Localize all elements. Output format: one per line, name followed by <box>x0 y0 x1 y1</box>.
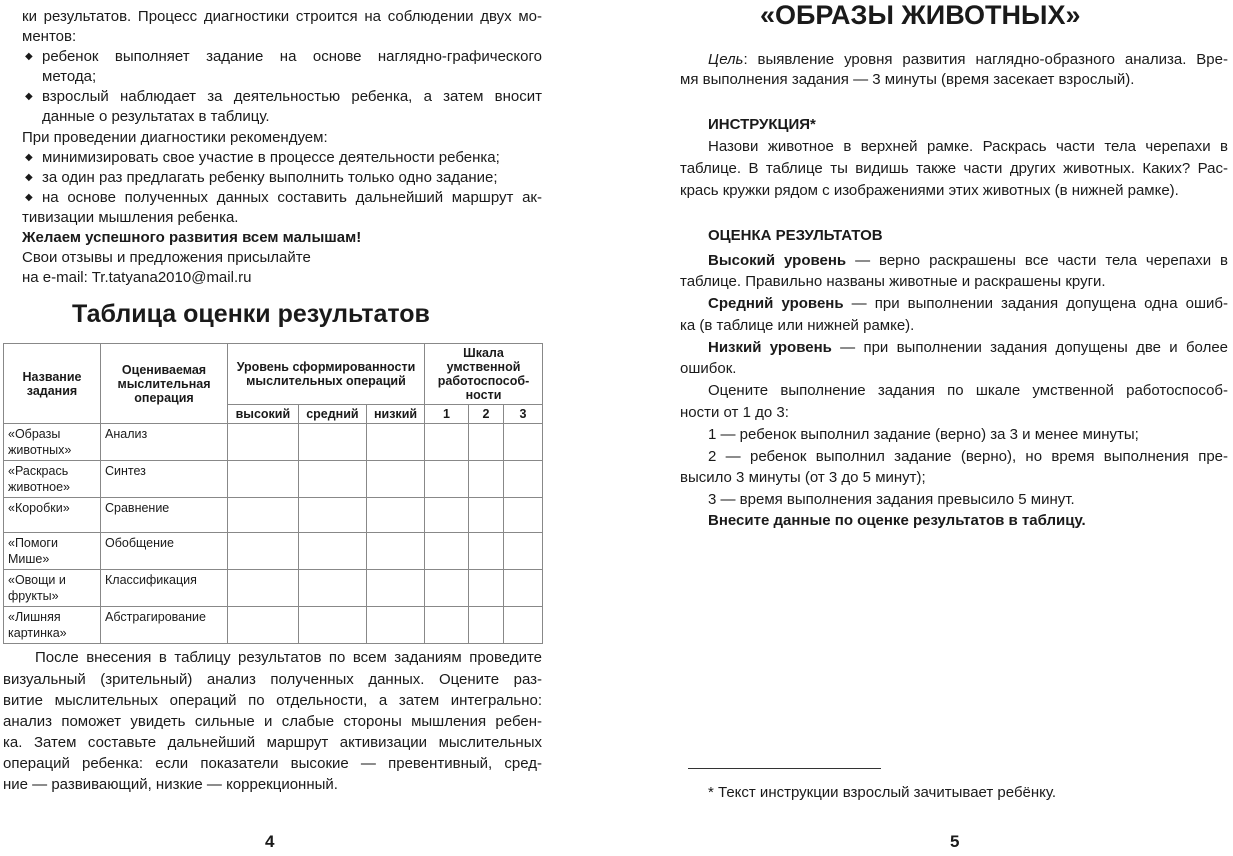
text-line: Внесите данные по оценке результатов в таблицу. <box>708 512 1086 529</box>
header-scale: Шкала умственной работоспособ-ности <box>425 344 543 405</box>
task-name-cell: «Образы животных» <box>4 424 101 461</box>
text-line: анализ поможет увидеть сильные и слабые стороны мышления ребен- <box>3 713 542 730</box>
footnote-rule <box>688 768 881 769</box>
empty-cell <box>504 570 543 607</box>
text-line: 3 — время выполнения задания превысило 5 минут. <box>708 491 1075 508</box>
task-name-cell: «Овощи и фрукты» <box>4 570 101 607</box>
empty-cell <box>228 570 299 607</box>
text-line: ОЦЕНКА РЕЗУЛЬТАТОВ <box>708 227 883 244</box>
empty-cell <box>425 424 469 461</box>
table-row <box>4 461 543 498</box>
text-line: операций ребенка: если показатели высокие — превентивный, сред- <box>3 755 542 772</box>
empty-cell <box>469 570 504 607</box>
text-line: данные о результатах в таблицу. <box>42 108 270 125</box>
results-table <box>3 343 543 644</box>
text-line: на основе полученных данных составить дальнейший маршрут ак- <box>42 189 542 206</box>
text-line: ки результатов. Процесс диагностики строится на соблюдении двух мо- <box>22 8 542 25</box>
text-line: высило 3 минуты (от 3 до 5 минут); <box>680 469 926 486</box>
empty-cell <box>504 533 543 570</box>
table-row <box>4 570 543 607</box>
header-high: высокий <box>228 405 299 424</box>
bold-label: Низкий уровень <box>708 339 832 356</box>
italic-label: Цель <box>708 51 744 68</box>
text-line: крась кружки рядом с изображениями этих животных (в нижней рамке). <box>680 182 1179 199</box>
text-line: визуальный (зрительный) анализ полученных данных. Оцените раз- <box>3 671 542 688</box>
empty-cell <box>469 607 504 644</box>
operation-cell: Абстрагирование <box>101 607 228 644</box>
header-scale-1: 1 <box>425 405 469 424</box>
empty-cell <box>469 424 504 461</box>
operation-cell: Сравнение <box>101 498 228 533</box>
empty-cell <box>367 570 425 607</box>
empty-cell <box>504 607 543 644</box>
header-name: Название задания <box>4 344 101 424</box>
empty-cell <box>367 461 425 498</box>
text-line: ментов: <box>22 28 77 45</box>
text-line: за один раз предлагать ребенку выполнить только одно задание; <box>42 169 498 186</box>
text-line: ка (в таблице или нижней рамке). <box>680 317 915 334</box>
text-line: Желаем успешного развития всем малышам! <box>22 229 362 246</box>
table-row <box>4 498 543 533</box>
bullet-icon: ◆ <box>25 91 33 102</box>
empty-cell <box>228 424 299 461</box>
text-line: Цель: выявление уровня развития наглядно-образного анализа. Вре- <box>708 51 1228 68</box>
text-line: на e-mail: Tr.tatyana2010@mail.ru <box>22 269 252 286</box>
empty-cell <box>298 607 366 644</box>
footnote: * Текст инструкции взрослый зачитывает ребёнку. <box>708 784 1057 801</box>
empty-cell <box>425 607 469 644</box>
header-low: низкий <box>367 405 425 424</box>
empty-cell <box>298 461 366 498</box>
empty-cell <box>298 498 366 533</box>
empty-cell <box>298 570 366 607</box>
text-line: минимизировать свое участие в процессе деятельности ребенка; <box>42 149 500 166</box>
operation-cell: Обобщение <box>101 533 228 570</box>
empty-cell <box>367 533 425 570</box>
text-line: таблице. В таблице ты видишь также части других животных. Каких? Рас- <box>680 160 1228 177</box>
text-line: Свои отзывы и предложения присылайте <box>22 249 311 266</box>
text-line: ние — развивающий, низкие — коррекционный. <box>3 776 338 793</box>
text-line: Назови животное в верхней рамке. Раскрась части тела черепахи в <box>708 138 1228 155</box>
empty-cell <box>367 424 425 461</box>
text-line: После внесения в таблицу результатов по всем заданиям проведите <box>35 649 542 666</box>
bullet-icon: ◆ <box>25 192 33 203</box>
empty-cell <box>425 570 469 607</box>
text-line: ности от 1 до 3: <box>680 404 789 421</box>
text-line: тивизации мышления ребенка. <box>22 209 239 226</box>
text-line: ка. Затем составьте дальнейший маршрут активизации мыслительных <box>3 734 542 751</box>
text-line: ребенок выполняет задание на основе наглядно-графического <box>42 48 542 65</box>
empty-cell <box>425 461 469 498</box>
empty-cell <box>469 533 504 570</box>
bullet-icon: ◆ <box>25 51 33 62</box>
empty-cell <box>228 498 299 533</box>
page-number-left: 4 <box>265 832 275 851</box>
table-title: Таблица оценки результатов <box>72 300 430 328</box>
empty-cell <box>425 533 469 570</box>
operation-cell: Анализ <box>101 424 228 461</box>
header-operation: Оцениваемая мыслительная операция <box>101 344 228 424</box>
empty-cell <box>504 498 543 533</box>
bold-label: Высокий уровень <box>708 252 847 269</box>
table-row <box>4 607 543 644</box>
empty-cell <box>228 607 299 644</box>
empty-cell <box>367 607 425 644</box>
bullet-icon: ◆ <box>25 172 33 183</box>
header-mid: средний <box>298 405 366 424</box>
empty-cell <box>469 498 504 533</box>
text-line: ошибок. <box>680 360 737 377</box>
text-line: Низкий уровень — при выполнении задания допущены две и более <box>708 339 1229 356</box>
task-name-cell: «Помоги Мише» <box>4 533 101 570</box>
text-line: 1 — ребенок выполнил задание (верно) за 3 и менее минуты; <box>708 426 1139 443</box>
task-name-cell: «Коробки» <box>4 498 101 533</box>
empty-cell <box>425 498 469 533</box>
text-line: метода; <box>42 68 97 85</box>
text-line: витие мыслительных операций по отдельности, а затем интегрально: <box>3 692 542 709</box>
header-scale-3: 3 <box>504 405 543 424</box>
table-row <box>4 424 543 461</box>
header-level: Уровень сформированности мыслительных операций <box>228 344 425 405</box>
text-line: 2 — ребенок выполнил задание (верно), но время выполнения пре- <box>708 448 1228 465</box>
table-row <box>4 533 543 570</box>
page-number-right: 5 <box>950 832 960 851</box>
text-line: мя выполнения задания — 3 минуты (время засекает взрослый). <box>680 71 1135 88</box>
operation-cell: Классификация <box>101 570 228 607</box>
text-line: Высокий уровень — верно раскрашены все части тела черепахи в <box>708 252 1228 269</box>
bold-label: Средний уровень <box>708 295 844 312</box>
empty-cell <box>228 461 299 498</box>
text-line: взрослый наблюдает за деятельностью ребенка, а затем вносит <box>42 88 542 105</box>
task-name-cell: «Раскрась животное» <box>4 461 101 498</box>
task-name-cell: «Лишняя картинка» <box>4 607 101 644</box>
empty-cell <box>298 424 366 461</box>
text-line: При проведении диагностики рекомендуем: <box>22 129 328 146</box>
text-line: таблице. Правильно названы животные и раскрашены круги. <box>680 273 1106 290</box>
text-line: Средний уровень — при выполнении задания допущена одна ошиб- <box>708 295 1228 312</box>
empty-cell <box>469 461 504 498</box>
empty-cell <box>504 461 543 498</box>
empty-cell <box>367 498 425 533</box>
text-line: Оцените выполнение задания по шкале умственной работоспособ- <box>708 382 1228 399</box>
right-page-title: «ОБРАЗЫ ЖИВОТНЫХ» <box>760 0 1081 30</box>
empty-cell <box>228 533 299 570</box>
operation-cell: Синтез <box>101 461 228 498</box>
empty-cell <box>504 424 543 461</box>
text-line: ИНСТРУКЦИЯ* <box>708 116 816 133</box>
header-scale-2: 2 <box>469 405 504 424</box>
empty-cell <box>298 533 366 570</box>
bullet-icon: ◆ <box>25 152 33 163</box>
